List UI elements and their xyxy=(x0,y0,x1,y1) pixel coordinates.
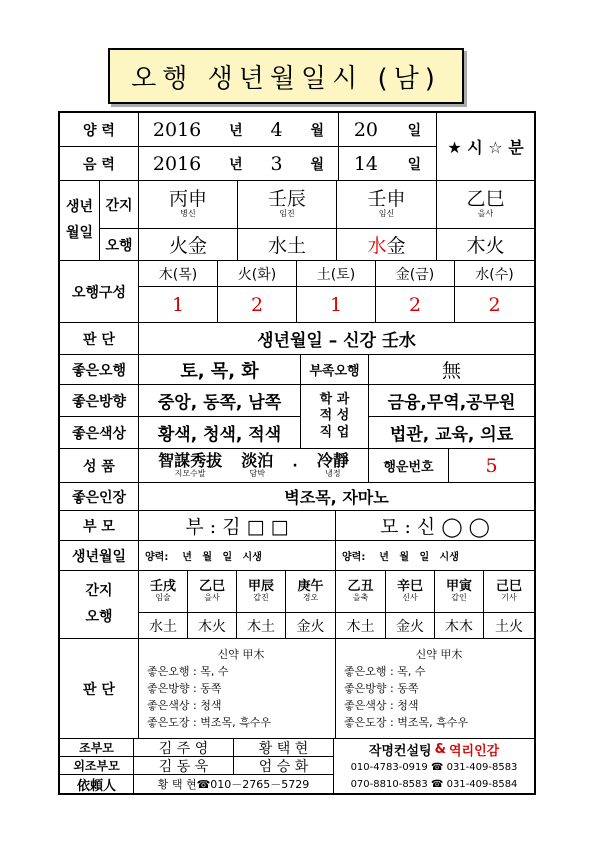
direction-label: 좋은방향 xyxy=(60,385,139,417)
father-pillar-ohaeng: 金火 xyxy=(286,613,336,639)
mother-pillar-ohaeng: 木木 xyxy=(435,613,484,639)
pillar-hanja: 壬戌 xyxy=(149,579,176,595)
mother-pillar xyxy=(435,571,484,613)
pillar-year-ohaeng xyxy=(139,229,238,261)
color-value: 황색, 청색, 적색 xyxy=(139,417,301,449)
ohaeng-char: 火 xyxy=(168,235,188,257)
judgment-line: 좋은오행 : 목, 수 xyxy=(147,664,229,678)
father-birth: 양력: 년 월 일 시생 xyxy=(139,541,336,571)
character-separator: · xyxy=(292,457,298,474)
father-judgment xyxy=(139,639,336,739)
judgment-line: 좋은오행 : 목, 수 xyxy=(344,664,426,678)
grandparents-label: 조부모 xyxy=(60,739,134,757)
character-reading: 담박 xyxy=(249,468,265,478)
judgment-line: 신약 甲木 xyxy=(415,647,463,661)
character-hanja: 淡泊 xyxy=(241,450,274,470)
pillar-hour-ohaeng xyxy=(437,229,534,261)
mother-pillar xyxy=(336,571,386,613)
pillar-reading: 을사 xyxy=(204,593,220,603)
composition-count: 2 xyxy=(455,287,534,323)
company-name-b: 역리인감 xyxy=(448,743,500,759)
composition-header: 土(토) xyxy=(297,261,376,287)
requester-info: 황 택 현☎010－2765－5729 xyxy=(134,775,334,793)
color-label: 좋은색상 xyxy=(60,417,139,449)
pillar-reading: 을축 xyxy=(352,593,369,603)
pillar-hanja: 己巳 xyxy=(495,579,522,595)
pillar-hanja: 丙申 xyxy=(168,188,207,211)
phone-line-2: 070-8810-8583 ☎ 031-409-8584 xyxy=(350,779,518,790)
ohaeng-char: 金 xyxy=(188,235,208,257)
pillar-hanja: 甲寅 xyxy=(445,579,472,595)
solar-day: 20 xyxy=(353,118,378,141)
solar-month: 4 xyxy=(270,118,283,141)
judgment-label: 판 단 xyxy=(60,323,139,355)
father-pillar xyxy=(237,571,286,613)
ganji-label: 간지 xyxy=(100,181,139,229)
pillar-reading: 기사 xyxy=(501,593,517,603)
day-unit: 일 xyxy=(407,122,422,139)
father-pillar xyxy=(139,571,188,613)
father-pillar xyxy=(188,571,237,613)
ohaeng-char: 土 xyxy=(287,235,307,257)
pillar-hanja: 庚午 xyxy=(297,579,324,595)
lunar-day-cell xyxy=(339,147,437,181)
company-ampersand: & xyxy=(434,741,446,757)
character-hanja: 冷靜 xyxy=(316,450,349,470)
page-title: 오행 생년월일시 (남) xyxy=(108,48,464,104)
pillar-hanja: 乙巳 xyxy=(466,188,505,211)
pillar-hanja: 乙巳 xyxy=(198,579,225,595)
good-ohaeng-value: 토, 목, 화 xyxy=(139,355,301,385)
year-unit: 년 xyxy=(229,156,243,173)
parents-birth-label: 생년월일 xyxy=(60,541,139,571)
mother-pillar-ohaeng: 木土 xyxy=(336,613,386,639)
pillar-reading: 임진 xyxy=(279,209,295,219)
maternal-grandmother-name: 엄 승 화 xyxy=(234,757,334,775)
month-unit: 월 xyxy=(310,156,325,173)
pillar-hanja: 辛巳 xyxy=(396,579,423,595)
mother-name: 모 : 신 ◯ ◯ xyxy=(336,511,534,541)
judgment-text: 생년월일 – 신강 壬水 xyxy=(139,323,534,355)
character-word xyxy=(158,450,223,478)
phone-line-1: 010-4783-0919 ☎ 031-409-8583 xyxy=(350,762,518,773)
pillar-reading: 임술 xyxy=(155,593,171,603)
composition-label: 오행구성 xyxy=(60,261,139,323)
solar-day-cell xyxy=(339,113,437,147)
company-name xyxy=(334,739,534,759)
jobs-label: 학 과 적 성 직 업 xyxy=(301,385,369,449)
pillar-reading: 갑인 xyxy=(451,593,467,603)
pillar-reading: 갑진 xyxy=(253,593,269,603)
character-word xyxy=(316,450,349,478)
saju-sheet xyxy=(58,111,536,795)
pillar-hour xyxy=(437,181,534,229)
pillar-month xyxy=(238,181,337,229)
pillar-reading: 병신 xyxy=(180,209,196,219)
parents-ganji-label: 간지 오행 xyxy=(60,571,139,639)
pillar-day-ohaeng xyxy=(337,229,437,261)
pillars-group-label: 생년 월일 xyxy=(60,181,100,261)
pillar-reading: 임신 xyxy=(378,209,395,219)
judgment-line: 좋은방향 : 동쪽 xyxy=(147,681,222,695)
pillar-hanja: 壬申 xyxy=(367,188,406,211)
judgment-line: 좋은색상 : 청색 xyxy=(147,699,222,713)
year-unit: 년 xyxy=(229,122,243,139)
luck-number-value: 5 xyxy=(449,449,534,483)
jobs-line-1: 금융,무역,공무원 xyxy=(369,385,534,417)
father-pillar xyxy=(286,571,336,613)
ohaeng-char-highlight: 水 xyxy=(367,235,387,257)
mother-birth: 양력: 년 월 일 시생 xyxy=(336,541,534,571)
lunar-label: 음 력 xyxy=(60,147,139,181)
bad-ohaeng-label: 부족오행 xyxy=(301,355,369,385)
grandfather-name: 김 주 영 xyxy=(134,739,234,757)
ohaeng-label: 오행 xyxy=(100,229,139,261)
ohaeng-char: 金 xyxy=(386,235,406,257)
pillar-hanja: 壬辰 xyxy=(267,188,306,211)
pillar-reading: 신사 xyxy=(402,593,418,603)
lunar-month: 3 xyxy=(270,152,283,175)
judgment-line: 좋은방향 : 동쪽 xyxy=(344,681,419,695)
solar-date xyxy=(139,113,339,147)
character-label: 성 품 xyxy=(60,449,139,483)
character-hanja: 智謀秀拔 xyxy=(158,450,223,470)
pillar-reading: 을사 xyxy=(477,209,494,219)
mother-judgment xyxy=(336,639,534,739)
ohaeng-char: 火 xyxy=(485,235,505,257)
solar-label: 양 력 xyxy=(60,113,139,147)
pillar-hanja: 乙丑 xyxy=(347,579,374,595)
luck-number-label: 행운번호 xyxy=(369,449,449,483)
maternal-label: 외조부모 xyxy=(60,757,134,775)
pillar-reading: 경오 xyxy=(302,593,319,603)
composition-count: 1 xyxy=(297,287,376,323)
maternal-grandfather-name: 김 동 욱 xyxy=(134,757,234,775)
ohaeng-char: 水 xyxy=(267,235,287,257)
lunar-date xyxy=(139,147,339,181)
lunar-year: 2016 xyxy=(152,152,202,175)
solar-year: 2016 xyxy=(152,118,202,141)
lunar-day: 14 xyxy=(353,152,378,175)
character-reading: 냉정 xyxy=(325,468,341,478)
character-value xyxy=(139,449,369,483)
grandmother-name: 황 택 현 xyxy=(234,739,334,757)
judgment-line: 좋은도장 : 벽조목, 흑수우 xyxy=(147,716,271,730)
parents-label: 부 모 xyxy=(60,511,139,541)
ohaeng-char: 木 xyxy=(466,235,486,257)
requester-label: 依頼人 xyxy=(60,775,134,793)
judgment-line: 좋은색상 : 청색 xyxy=(344,699,419,713)
composition-header: 水(수) xyxy=(455,261,534,287)
father-pillar-ohaeng: 水土 xyxy=(139,613,188,639)
direction-value: 중앙, 동쪽, 남쪽 xyxy=(139,385,301,417)
birth-time: ★ 시 ☆ 분 xyxy=(437,113,534,181)
composition-count: 2 xyxy=(218,287,297,323)
composition-header: 火(화) xyxy=(218,261,297,287)
mother-pillar xyxy=(484,571,534,613)
pillar-day xyxy=(337,181,437,229)
character-reading: 지모수발 xyxy=(174,468,206,478)
seal-label: 좋은인장 xyxy=(60,483,139,511)
father-name: 부 : 김 □ □ xyxy=(139,511,336,541)
father-pillar-ohaeng: 木火 xyxy=(188,613,237,639)
parents-judgment-label: 판 단 xyxy=(60,639,139,739)
company-name-a: 작명컨설팅 xyxy=(368,743,432,759)
composition-header: 金(금) xyxy=(376,261,455,287)
month-unit: 월 xyxy=(310,122,325,139)
father-pillar-ohaeng: 木土 xyxy=(237,613,286,639)
day-unit: 일 xyxy=(407,156,422,173)
jobs-line-2: 법관, 교육, 의료 xyxy=(369,417,534,449)
pillar-month-ohaeng xyxy=(238,229,337,261)
composition-count: 2 xyxy=(376,287,455,323)
composition-header: 木(목) xyxy=(139,261,218,287)
judgment-line: 신약 甲木 xyxy=(217,647,265,661)
pillar-hanja: 甲辰 xyxy=(247,579,274,595)
mother-pillar xyxy=(386,571,435,613)
seal-value: 벽조목, 자마노 xyxy=(139,483,534,511)
good-ohaeng-label: 좋은오행 xyxy=(60,355,139,385)
mother-pillar-ohaeng: 金火 xyxy=(386,613,435,639)
character-word xyxy=(241,450,274,478)
bad-ohaeng-value: 無 xyxy=(369,355,534,385)
judgment-line: 좋은도장 : 벽조목, 흑수우 xyxy=(344,716,468,730)
mother-pillar-ohaeng: 土火 xyxy=(484,613,534,639)
pillar-year xyxy=(139,181,238,229)
composition-count: 1 xyxy=(139,287,218,323)
